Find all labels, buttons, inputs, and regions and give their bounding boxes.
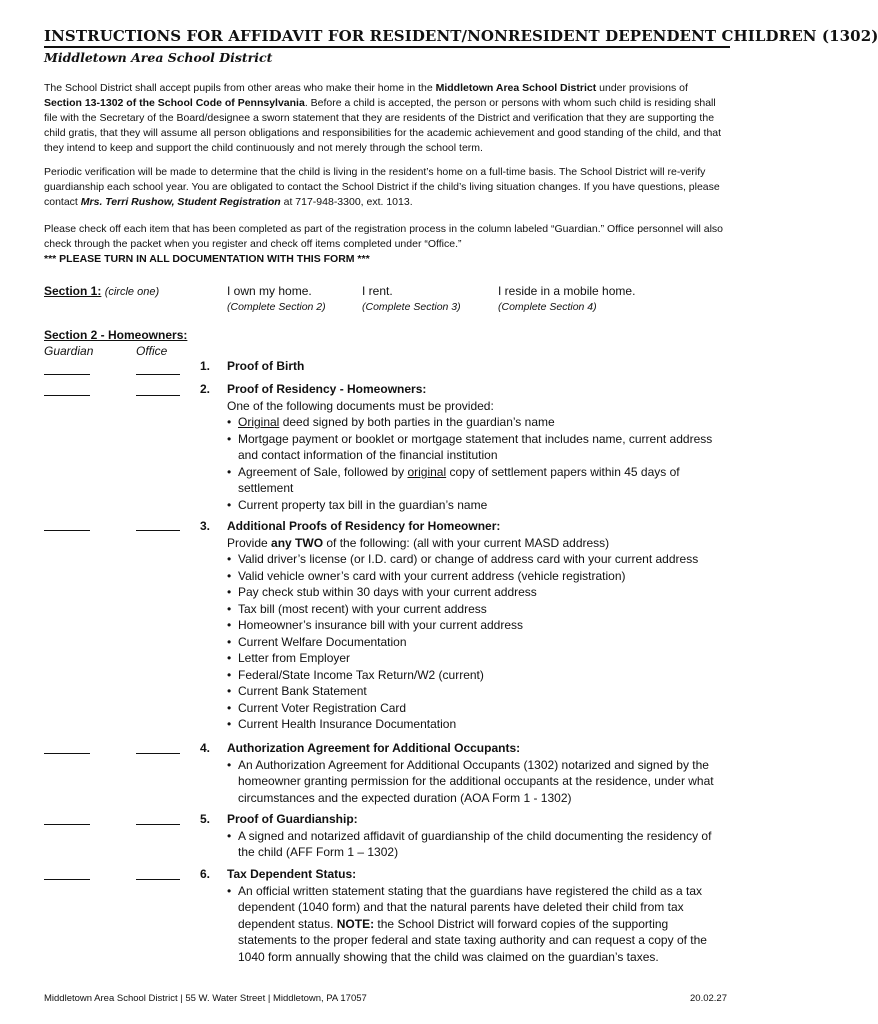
section-1-option-rent[interactable]: I rent. (Complete Section 3)	[362, 284, 461, 313]
list-item: • Tax bill (most recent) with your current address	[227, 601, 727, 618]
page-title: INSTRUCTIONS FOR AFFIDAVIT FOR RESIDENT/NONRESIDENT DEPENDENT CHILDREN (1302)	[44, 27, 878, 45]
item-number-2: 2.	[200, 382, 211, 396]
item-additional-proofs: Additional Proofs of Residency for Homeowner: Provide any TWO of the following: (all with your current MASD address) • Valid driver’s license (or I.D. card) or change of address card with your current address • Valid vehicle owner’s card with your current address (vehicle registration) • Pay check stub within 30 days with your current address • Tax bill (most recent) with your current address • Homeowner’s insurance bill with your current address • Current Welfare Documentation • Letter from Employer • Federal/State Income Tax Return/W2 (current) • Current Bank Statement • Current Voter Registration Card • Current Health Insurance Documentation	[227, 518, 727, 733]
office-check-3[interactable]	[136, 530, 180, 531]
office-check-4[interactable]	[136, 753, 180, 754]
item-number-1: 1.	[200, 359, 211, 373]
list-item: • Agreement of Sale, followed by original copy of settlement papers within 45 days of settlement	[227, 464, 727, 497]
list-item: • Valid vehicle owner’s card with your current address (vehicle registration)	[227, 568, 727, 585]
guardian-check-3[interactable]	[44, 530, 90, 531]
list-item: • Homeowner’s insurance bill with your current address	[227, 617, 727, 634]
item-proof-of-birth: Proof of Birth	[227, 359, 305, 373]
guardian-column-label: Guardian	[44, 344, 94, 358]
guardian-check-2[interactable]	[44, 395, 90, 396]
intro-paragraph-2: Periodic verification will be made to determine that the child is living in the resident’s home on a full-time basis. The School District will re-verify guardianship each school year. You are obligated to contact the School District if the child’s living situation changes. If you have questions, please contact Mrs. Terri Rushow, Student Registration at 717-948-3300, ext. 1013.	[44, 166, 720, 208]
list-item: • Current Bank Statement	[227, 683, 727, 700]
footer-address: Middletown Area School District | 55 W. Water Street | Middletown, PA 17057	[44, 993, 367, 1004]
office-check-2[interactable]	[136, 395, 180, 396]
item-proof-of-guardianship: Proof of Guardianship: • A signed and notarized affidavit of guardianship of the child documenting the residency of the child (AFF Form 1 – 1302)	[227, 811, 727, 861]
item-number-6: 6.	[200, 867, 211, 881]
list-item: • Letter from Employer	[227, 650, 727, 667]
item-number-3: 3.	[200, 519, 211, 533]
list-item: • An Authorization Agreement for Additional Occupants (1302) notarized and signed by the homeowner granting permission for the additional occupants at the residence, under what circumstances and the expected duration (AOA Form 1 - 1302)	[227, 757, 727, 807]
list-item: • A signed and notarized affidavit of guardianship of the child documenting the residency of the child (AFF Form 1 – 1302)	[227, 828, 727, 861]
item-number-5: 5.	[200, 812, 211, 826]
list-item: • Pay check stub within 30 days with your current address	[227, 584, 727, 601]
guardian-check-5[interactable]	[44, 824, 90, 825]
office-check-1[interactable]	[136, 374, 180, 375]
item-tax-dependent-status: Tax Dependent Status: • An official written statement stating that the guardians have registered the child as a tax dependent (1040 form) and that the natural parents have deleted their child from tax dependent status. NOTE: the School District will forward copies of the supporting statements to the proper federal and state taxing authority and can request a copy of the 1040 form annually showing that the child was claimed on the guardian’s taxes.	[227, 866, 727, 965]
guardian-check-1[interactable]	[44, 374, 90, 375]
guardian-check-6[interactable]	[44, 879, 90, 880]
intro-paragraph-1: The School District shall accept pupils from other areas who make their home in the Middletown Area School District under provisions of Section 13-1302 of the School Code of Pennsylvania. Before a child is accepted, the person or persons with whom such child is residing shall file with the Secretary of the Board/designee a sworn statement that they are residents of the District and verification that they are supporting the child gratis, that they will assume all person obligations and responsibilities for the academic achievement and good standing of the child, and that they intend to keep and support the child continuously and not merely through the school term.	[44, 82, 722, 154]
list-item: • Current property tax bill in the guardian’s name	[227, 497, 727, 514]
item-number-4: 4.	[200, 741, 211, 755]
item-authorization-agreement: Authorization Agreement for Additional Occupants: • An Authorization Agreement for Additional Occupants (1302) notarized and signed by the homeowner granting permission for the additional occupants at the residence, under what circumstances and the expected duration (AOA Form 1 - 1302)	[227, 740, 727, 806]
intro-paragraph-3: Please check off each item that has been completed as part of the registration process in the column labeled “Guardian.” Office personnel will also check through the packet when you register and check off items completed under “Office.” *** PLEASE TURN IN ALL DOCUMENTATION WITH THIS FORM ***	[44, 223, 723, 265]
footer-revision-date: 20.02.27	[690, 993, 727, 1004]
list-item: • Valid driver’s license (or I.D. card) or change of address card with your current address	[227, 551, 727, 568]
office-check-5[interactable]	[136, 824, 180, 825]
list-item: • Current Voter Registration Card	[227, 700, 727, 717]
list-item: • Original deed signed by both parties in the guardian’s name	[227, 414, 727, 431]
turn-in-notice: *** PLEASE TURN IN ALL DOCUMENTATION WITH THIS FORM ***	[44, 253, 370, 265]
office-check-6[interactable]	[136, 879, 180, 880]
section-1-heading: Section 1: (circle one)	[44, 284, 160, 298]
section-1-option-own[interactable]: I own my home. (Complete Section 2)	[227, 284, 326, 313]
list-item: • Current Welfare Documentation	[227, 634, 727, 651]
section-2-heading: Section 2 - Homeowners:	[44, 328, 188, 342]
list-item: • An official written statement stating that the guardians have registered the child as a tax dependent (1040 form) and that the natural parents have deleted their child from tax dependent status. NOTE: the School District will forward copies of the supporting statements to the proper federal and state taxing authority and can request a copy of the 1040 form annually showing that the child was claimed on the guardian’s taxes.	[227, 883, 727, 966]
item-proof-of-residency: Proof of Residency - Homeowners: One of the following documents must be provided: • Original deed signed by both parties in the guardian’s name • Mortgage payment or booklet or mortgage statement that includes name, current address and contact information of the financial institution • Agreement of Sale, followed by original copy of settlement papers within 45 days of settlement • Current property tax bill in the guardian’s name	[227, 381, 727, 513]
list-item: • Current Health Insurance Documentation	[227, 716, 727, 733]
section-1-option-mobile[interactable]: I reside in a mobile home. (Complete Section 4)	[498, 284, 636, 313]
title-underline	[44, 46, 730, 48]
guardian-check-4[interactable]	[44, 753, 90, 754]
office-column-label: Office	[136, 344, 168, 358]
district-subtitle: Middletown Area School District	[44, 50, 273, 65]
list-item: • Mortgage payment or booklet or mortgage statement that includes name, current address and contact information of the financial institution	[227, 431, 727, 464]
list-item: • Federal/State Income Tax Return/W2 (current)	[227, 667, 727, 684]
